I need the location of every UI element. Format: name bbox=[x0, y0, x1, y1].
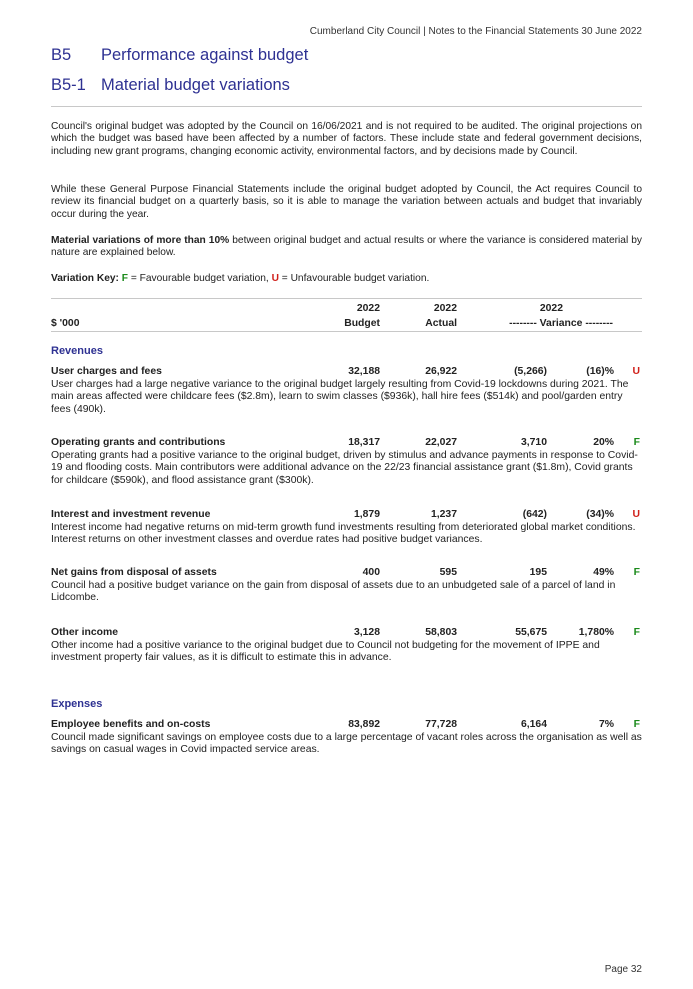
actual-value: 1,237 bbox=[430, 509, 457, 520]
item-label: Operating grants and contributions bbox=[51, 437, 226, 448]
subsection-heading bbox=[51, 76, 290, 95]
variance-explanation: Council made significant savings on employee costs due to a large percentage of vacant roles across the organisation as well as savings on casual wages in Covid impacted service areas. bbox=[51, 732, 642, 756]
variance-percent: 7% bbox=[598, 719, 614, 730]
variance-explanation: User charges had a large negative variance to the original budget largely resulting from Covid-19 lockdowns during 2021. The main areas affected were childcare fees ($2.8m), learn to swim classes ($936k), hall hire fees ($514k) and pool/garden entry fees (490k). bbox=[51, 379, 629, 415]
budget-value: 1,879 bbox=[353, 509, 380, 520]
variance-explanation: Council had a positive budget variance on the gain from disposal of assets due to an unbudgeted sale of a parcel of land in Lidcombe. bbox=[51, 580, 616, 604]
variance-explanation: Operating grants had a positive variance to the original budget, driven by stimulus and advance payments in response to Covid-19 and flooding costs. Main contributors were additional advance on the 22/23 financial assistance grant ($1.8m), Covid grants for childcare ($590k), and flood assistance grant ($300k). bbox=[51, 450, 638, 486]
actual-value: 22,027 bbox=[425, 437, 457, 448]
variance-value: 195 bbox=[529, 567, 547, 578]
variance-percent: 1,780% bbox=[578, 627, 614, 638]
variance-key-flag: U bbox=[632, 509, 640, 520]
intro-paragraph-2: While these General Purpose Financial Statements include the original budget adopted by Council, the Act requires Council to review its financial budget on a quarterly basis, so it is able to manage the variation between actuals and budget that invariably occur during the year. bbox=[51, 184, 642, 220]
variance-key-flag: F bbox=[633, 437, 640, 448]
favourable-key: F bbox=[121, 273, 129, 284]
heading-divider bbox=[51, 106, 642, 107]
variance-value: 3,710 bbox=[520, 437, 547, 448]
section-number: B5 bbox=[51, 46, 72, 64]
intro-paragraph-3 bbox=[51, 235, 642, 260]
variance-percent: 49% bbox=[593, 567, 614, 578]
variance-row bbox=[51, 627, 642, 641]
variance-percent: (34)% bbox=[586, 509, 614, 520]
table-header-rule bbox=[51, 331, 642, 332]
revenues-heading: Revenues bbox=[51, 345, 103, 357]
actual-label-header: Actual bbox=[425, 318, 457, 329]
unfavourable-key: U bbox=[271, 273, 279, 284]
variance-row bbox=[51, 509, 642, 523]
running-header: Cumberland City Council | Notes to the Financial Statements 30 June 2022 bbox=[309, 26, 642, 37]
variance-key-flag: F bbox=[633, 719, 640, 730]
actual-value: 77,728 bbox=[425, 719, 457, 730]
variance-percent: (16)% bbox=[586, 366, 614, 377]
item-label: Interest and investment revenue bbox=[51, 509, 211, 520]
variance-value: (642) bbox=[522, 509, 547, 520]
item-label: Net gains from disposal of assets bbox=[51, 567, 217, 578]
variance-year-header: 2022 bbox=[539, 303, 563, 314]
variance-key-flag: F bbox=[633, 627, 640, 638]
variation-key bbox=[51, 273, 642, 285]
section-heading bbox=[51, 46, 308, 65]
section-title: Performance against budget bbox=[101, 46, 309, 64]
budget-label-header: Budget bbox=[344, 318, 380, 329]
budget-value: 3,128 bbox=[353, 627, 380, 638]
table-top-rule bbox=[51, 298, 642, 299]
variance-key-flag: U bbox=[632, 366, 640, 377]
budget-value: 18,317 bbox=[348, 437, 380, 448]
actual-year-header: 2022 bbox=[433, 303, 457, 314]
variance-value: 55,675 bbox=[515, 627, 547, 638]
expenses-heading: Expenses bbox=[51, 698, 103, 710]
material-variation-text: between original budget and actual results or where the variance is considered material by nature are explained below. bbox=[51, 235, 642, 259]
variance-key-flag: F bbox=[633, 567, 640, 578]
variance-row bbox=[51, 366, 642, 380]
actual-value: 26,922 bbox=[425, 366, 457, 377]
variation-key-label: Variation Key: bbox=[51, 273, 119, 284]
actual-value: 595 bbox=[439, 567, 457, 578]
subsection-title: Material budget variations bbox=[101, 76, 290, 94]
variance-value: 6,164 bbox=[520, 719, 547, 730]
variance-row bbox=[51, 567, 642, 581]
variance-row bbox=[51, 437, 642, 451]
budget-value: 32,188 bbox=[348, 366, 380, 377]
variance-label-header: -------- Variance -------- bbox=[509, 318, 613, 329]
material-variation-emphasis: Material variations of more than 10% bbox=[51, 235, 230, 246]
item-label: Other income bbox=[51, 627, 118, 638]
variance-explanation: Other income had a positive variance to the original budget due to Council not budgeting for the movement of IPPE and investment property fair values, as it is difficult to estimate this in advance. bbox=[51, 640, 600, 664]
page-number: Page 32 bbox=[604, 964, 642, 975]
budget-year-header: 2022 bbox=[356, 303, 380, 314]
unit-header: $ '000 bbox=[51, 318, 80, 329]
variance-value: (5,266) bbox=[514, 366, 547, 377]
budget-value: 83,892 bbox=[348, 719, 380, 730]
unfavourable-key-text: = Unfavourable budget variation. bbox=[278, 273, 430, 284]
variance-explanation: Interest income had negative returns on mid-term growth fund investments resulting from deteriorated global market conditions. Interest returns on other investment classes and overdue rates had positive budget variances. bbox=[51, 522, 636, 546]
item-label: User charges and fees bbox=[51, 366, 162, 377]
favourable-key-text: = Favourable budget variation, bbox=[128, 273, 272, 284]
variance-row bbox=[51, 719, 642, 733]
variance-percent: 20% bbox=[593, 437, 614, 448]
subsection-number: B5-1 bbox=[51, 76, 86, 94]
budget-value: 400 bbox=[362, 567, 380, 578]
intro-paragraph-1: Council's original budget was adopted by the Council on 16/06/2021 and is not required to be audited. The original projections on which the budget was based have been affected by a number of factors. These include state and federal government decisions, including new grant programs, changing economic activity, environmental factors, and by decisions made by Council. bbox=[51, 121, 642, 157]
actual-value: 58,803 bbox=[425, 627, 457, 638]
item-label: Employee benefits and on-costs bbox=[51, 719, 211, 730]
